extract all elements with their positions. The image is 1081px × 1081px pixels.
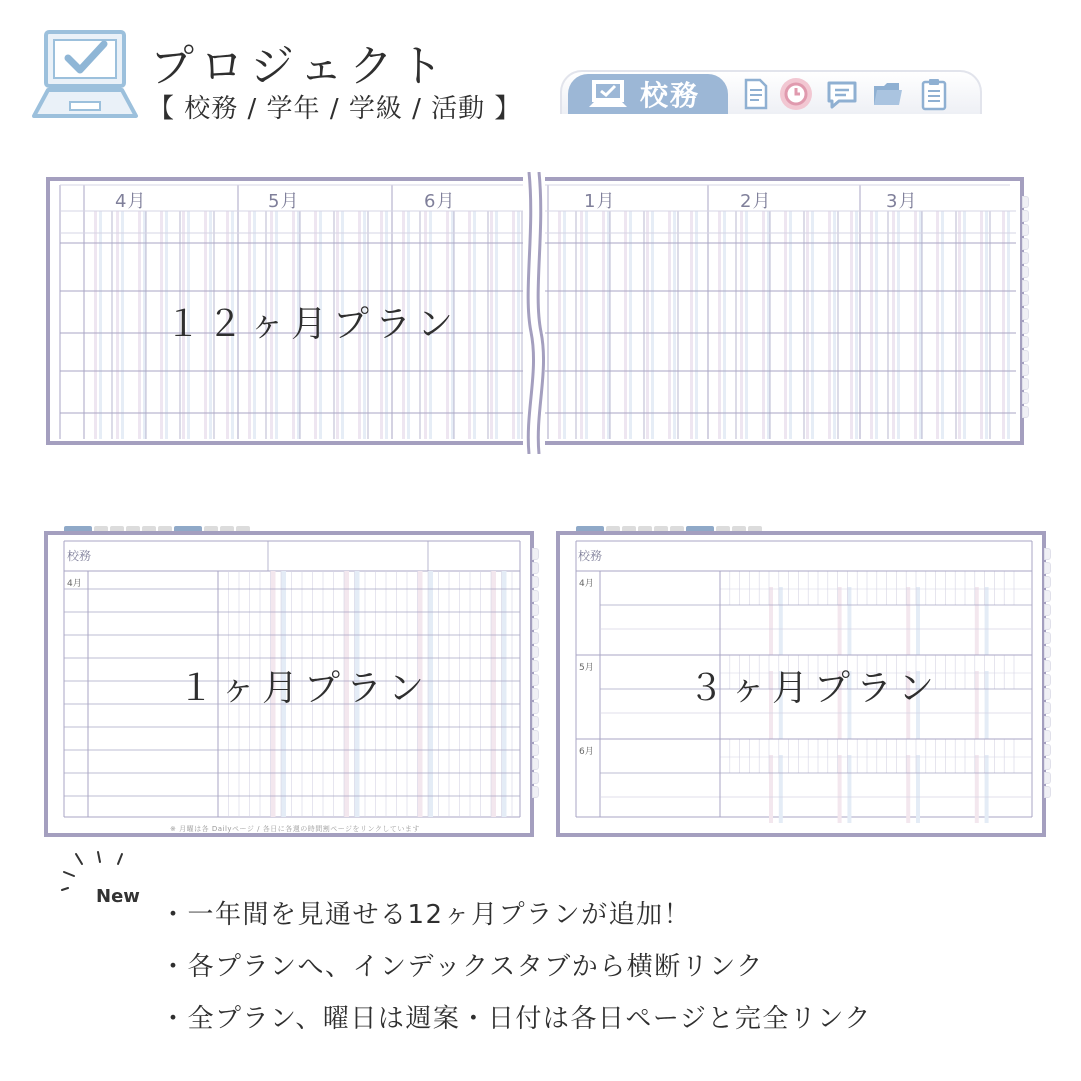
- weekend-shade: [789, 211, 792, 439]
- weekend-shade: [806, 211, 809, 439]
- weekend-shade: [646, 211, 649, 439]
- weekend-shade: [690, 211, 693, 439]
- clock-icon[interactable]: [778, 76, 814, 112]
- twelve-month-plan-label: １２ヶ月プラン: [165, 304, 460, 345]
- page-title: プロジェクト: [150, 41, 450, 92]
- page-header-title: 校務: [67, 549, 92, 563]
- weekend-shade: [975, 755, 979, 823]
- weekend-shade: [491, 571, 496, 817]
- weekend-shade: [585, 211, 588, 439]
- folder-icon[interactable]: [870, 76, 906, 112]
- three-month-plan-label: ３ヶ月プラン: [688, 668, 941, 709]
- weekend-shade: [779, 587, 783, 655]
- weekend-shade: [745, 211, 748, 439]
- month-row-label: 4月: [67, 579, 82, 589]
- weekend-shade: [695, 211, 698, 439]
- weekend-shade: [985, 671, 989, 739]
- laptop-check-icon: [30, 28, 140, 124]
- weekend-shade: [624, 211, 627, 439]
- weekend-shade: [850, 211, 853, 439]
- weekend-shade: [629, 211, 632, 439]
- feature-item: ・一年間を見通せる12ヶ月プランが追加！: [160, 900, 692, 930]
- weekend-shade: [723, 211, 726, 439]
- weekend-shade: [916, 755, 920, 823]
- month-label: 4月: [115, 191, 147, 212]
- weekend-shade: [473, 211, 476, 439]
- weekend-shade: [985, 211, 988, 439]
- weekend-shade: [718, 211, 721, 439]
- month-label: 3月: [886, 191, 918, 212]
- weekend-shade: [941, 211, 944, 439]
- index-tabs[interactable]: [1044, 548, 1051, 798]
- weekend-shade: [870, 211, 873, 439]
- weekend-shade: [838, 587, 842, 655]
- weekend-shade: [847, 755, 851, 823]
- laptop-check-icon: [588, 79, 628, 109]
- feature-list: [160, 896, 872, 1052]
- weekend-shade: [740, 211, 743, 439]
- weekend-shade: [143, 211, 146, 439]
- month-label: 6月: [424, 191, 456, 212]
- month-label: 1月: [584, 191, 616, 212]
- weekend-shade: [94, 211, 97, 439]
- tab-school-affairs[interactable]: [568, 74, 728, 114]
- clipboard-icon[interactable]: [916, 76, 952, 112]
- document-icon[interactable]: [738, 76, 774, 112]
- weekend-shade: [936, 211, 939, 439]
- weekend-shade: [919, 211, 922, 439]
- chat-icon[interactable]: [824, 76, 860, 112]
- weekend-shade: [1007, 211, 1010, 439]
- index-tabs[interactable]: [1022, 196, 1029, 418]
- feature-item: ・各プランへ、インデックスタブから横断リンク: [160, 952, 764, 982]
- tab-label: 校務: [640, 79, 701, 112]
- weekend-shade: [580, 211, 583, 439]
- weekend-shade: [558, 211, 561, 439]
- page-header-title: 校務: [578, 549, 603, 563]
- weekend-shade: [767, 211, 770, 439]
- weekend-shade: [916, 587, 920, 655]
- weekend-shade: [980, 211, 983, 439]
- weekend-shade: [897, 211, 900, 439]
- weekend-shade: [607, 211, 610, 439]
- new-badge: New: [96, 886, 140, 907]
- weekend-shade: [958, 211, 961, 439]
- weekend-shade: [963, 211, 966, 439]
- weekend-shade: [906, 587, 910, 655]
- weekend-shade: [160, 211, 163, 439]
- weekend-shade: [762, 211, 765, 439]
- weekend-shade: [828, 211, 831, 439]
- weekend-shade: [784, 211, 787, 439]
- weekend-shade: [651, 211, 654, 439]
- weekend-shade: [985, 755, 989, 823]
- weekend-shade: [138, 211, 141, 439]
- feature-item: ・全プラン、曜日は週案・日付は各日ページと完全リンク: [160, 1004, 872, 1034]
- weekend-shade: [769, 587, 773, 655]
- weekend-shade: [502, 571, 507, 817]
- weekend-shade: [847, 587, 851, 655]
- footnote: ※ 月曜は各 Dailyページ / 各日に各週の時間割ページをリンクしています: [170, 825, 420, 833]
- weekend-shade: [99, 211, 102, 439]
- weekend-shade: [490, 211, 493, 439]
- one-month-plan-label: １ヶ月プラン: [178, 668, 431, 709]
- page-subtitle: 【 校務 / 学年 / 学級 / 活動 】: [148, 94, 522, 124]
- weekend-shade: [512, 211, 515, 439]
- weekend-shade: [116, 211, 119, 439]
- weekend-shade: [906, 755, 910, 823]
- weekend-shade: [602, 211, 605, 439]
- month-label: 2月: [740, 191, 772, 212]
- month-row-label: 5月: [579, 663, 594, 673]
- weekend-shade: [855, 211, 858, 439]
- weekend-shade: [811, 211, 814, 439]
- weekend-shade: [673, 211, 676, 439]
- weekend-shade: [121, 211, 124, 439]
- weekend-shade: [563, 211, 566, 439]
- weekend-shade: [668, 211, 671, 439]
- weekend-shade: [468, 211, 471, 439]
- weekend-shade: [914, 211, 917, 439]
- weekend-shade: [1002, 211, 1005, 439]
- weekend-shade: [838, 755, 842, 823]
- index-tabs[interactable]: [532, 548, 539, 798]
- weekend-shade: [495, 211, 498, 439]
- month-label: 5月: [268, 191, 300, 212]
- page-break: [523, 172, 545, 454]
- month-row-label: 4月: [579, 579, 594, 589]
- weekend-shade: [779, 755, 783, 823]
- weekend-shade: [769, 755, 773, 823]
- weekend-shade: [875, 211, 878, 439]
- weekend-shade: [975, 587, 979, 655]
- weekend-shade: [975, 671, 979, 739]
- weekend-shade: [517, 211, 520, 439]
- weekend-shade: [833, 211, 836, 439]
- month-row-label: 6月: [579, 747, 594, 757]
- weekend-shade: [892, 211, 895, 439]
- weekend-shade: [985, 587, 989, 655]
